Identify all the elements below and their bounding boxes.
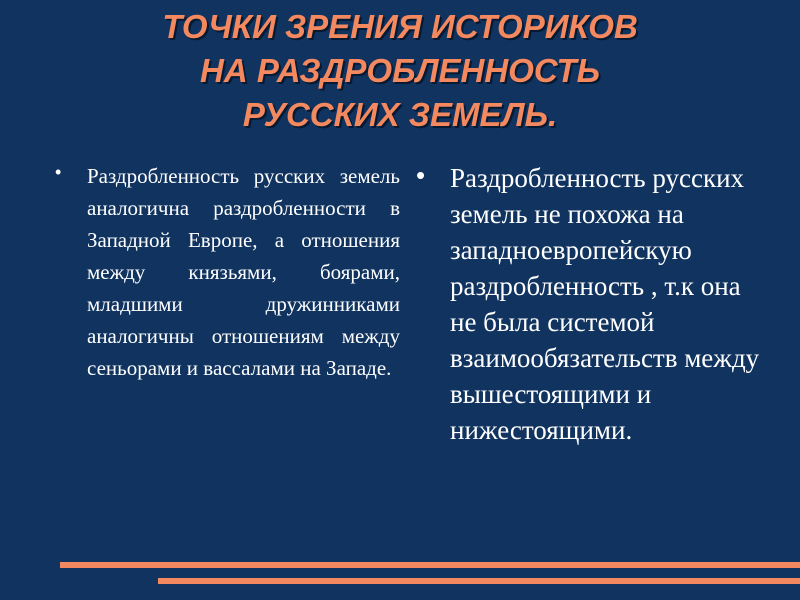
right-bullet-text: Раздробленность русских земель не похожа на западноевропейскую раздробленность , т.к она не была системой взаимообязательств между вышестоящими и нижестоящими.	[450, 163, 760, 445]
slide-title	[40, 5, 760, 137]
decorative-line-bottom	[158, 578, 800, 584]
decorative-line-top	[60, 562, 800, 568]
bullet-icon: •	[416, 160, 426, 190]
title-line-1: ТОЧКИ ЗРЕНИЯ ИСТОРИКОВ	[162, 8, 638, 45]
bullet-item-right	[418, 160, 763, 448]
title-line-2: НА РАЗДРОБЛЕННОСТЬ	[200, 52, 600, 89]
bullet-icon: •	[55, 162, 62, 182]
bullet-item-left	[55, 160, 400, 384]
left-bullet-text: Раздробленность русских земель аналогична раздробленности в Западной Европе, а отношения между князьями, боярами, младшими дружинниками аналогичны отношениям между сеньорами и вассалами на Западе.	[87, 164, 400, 380]
right-column	[418, 160, 763, 448]
title-line-3: РУССКИХ ЗЕМЕЛЬ.	[242, 96, 558, 133]
left-column	[55, 160, 400, 384]
